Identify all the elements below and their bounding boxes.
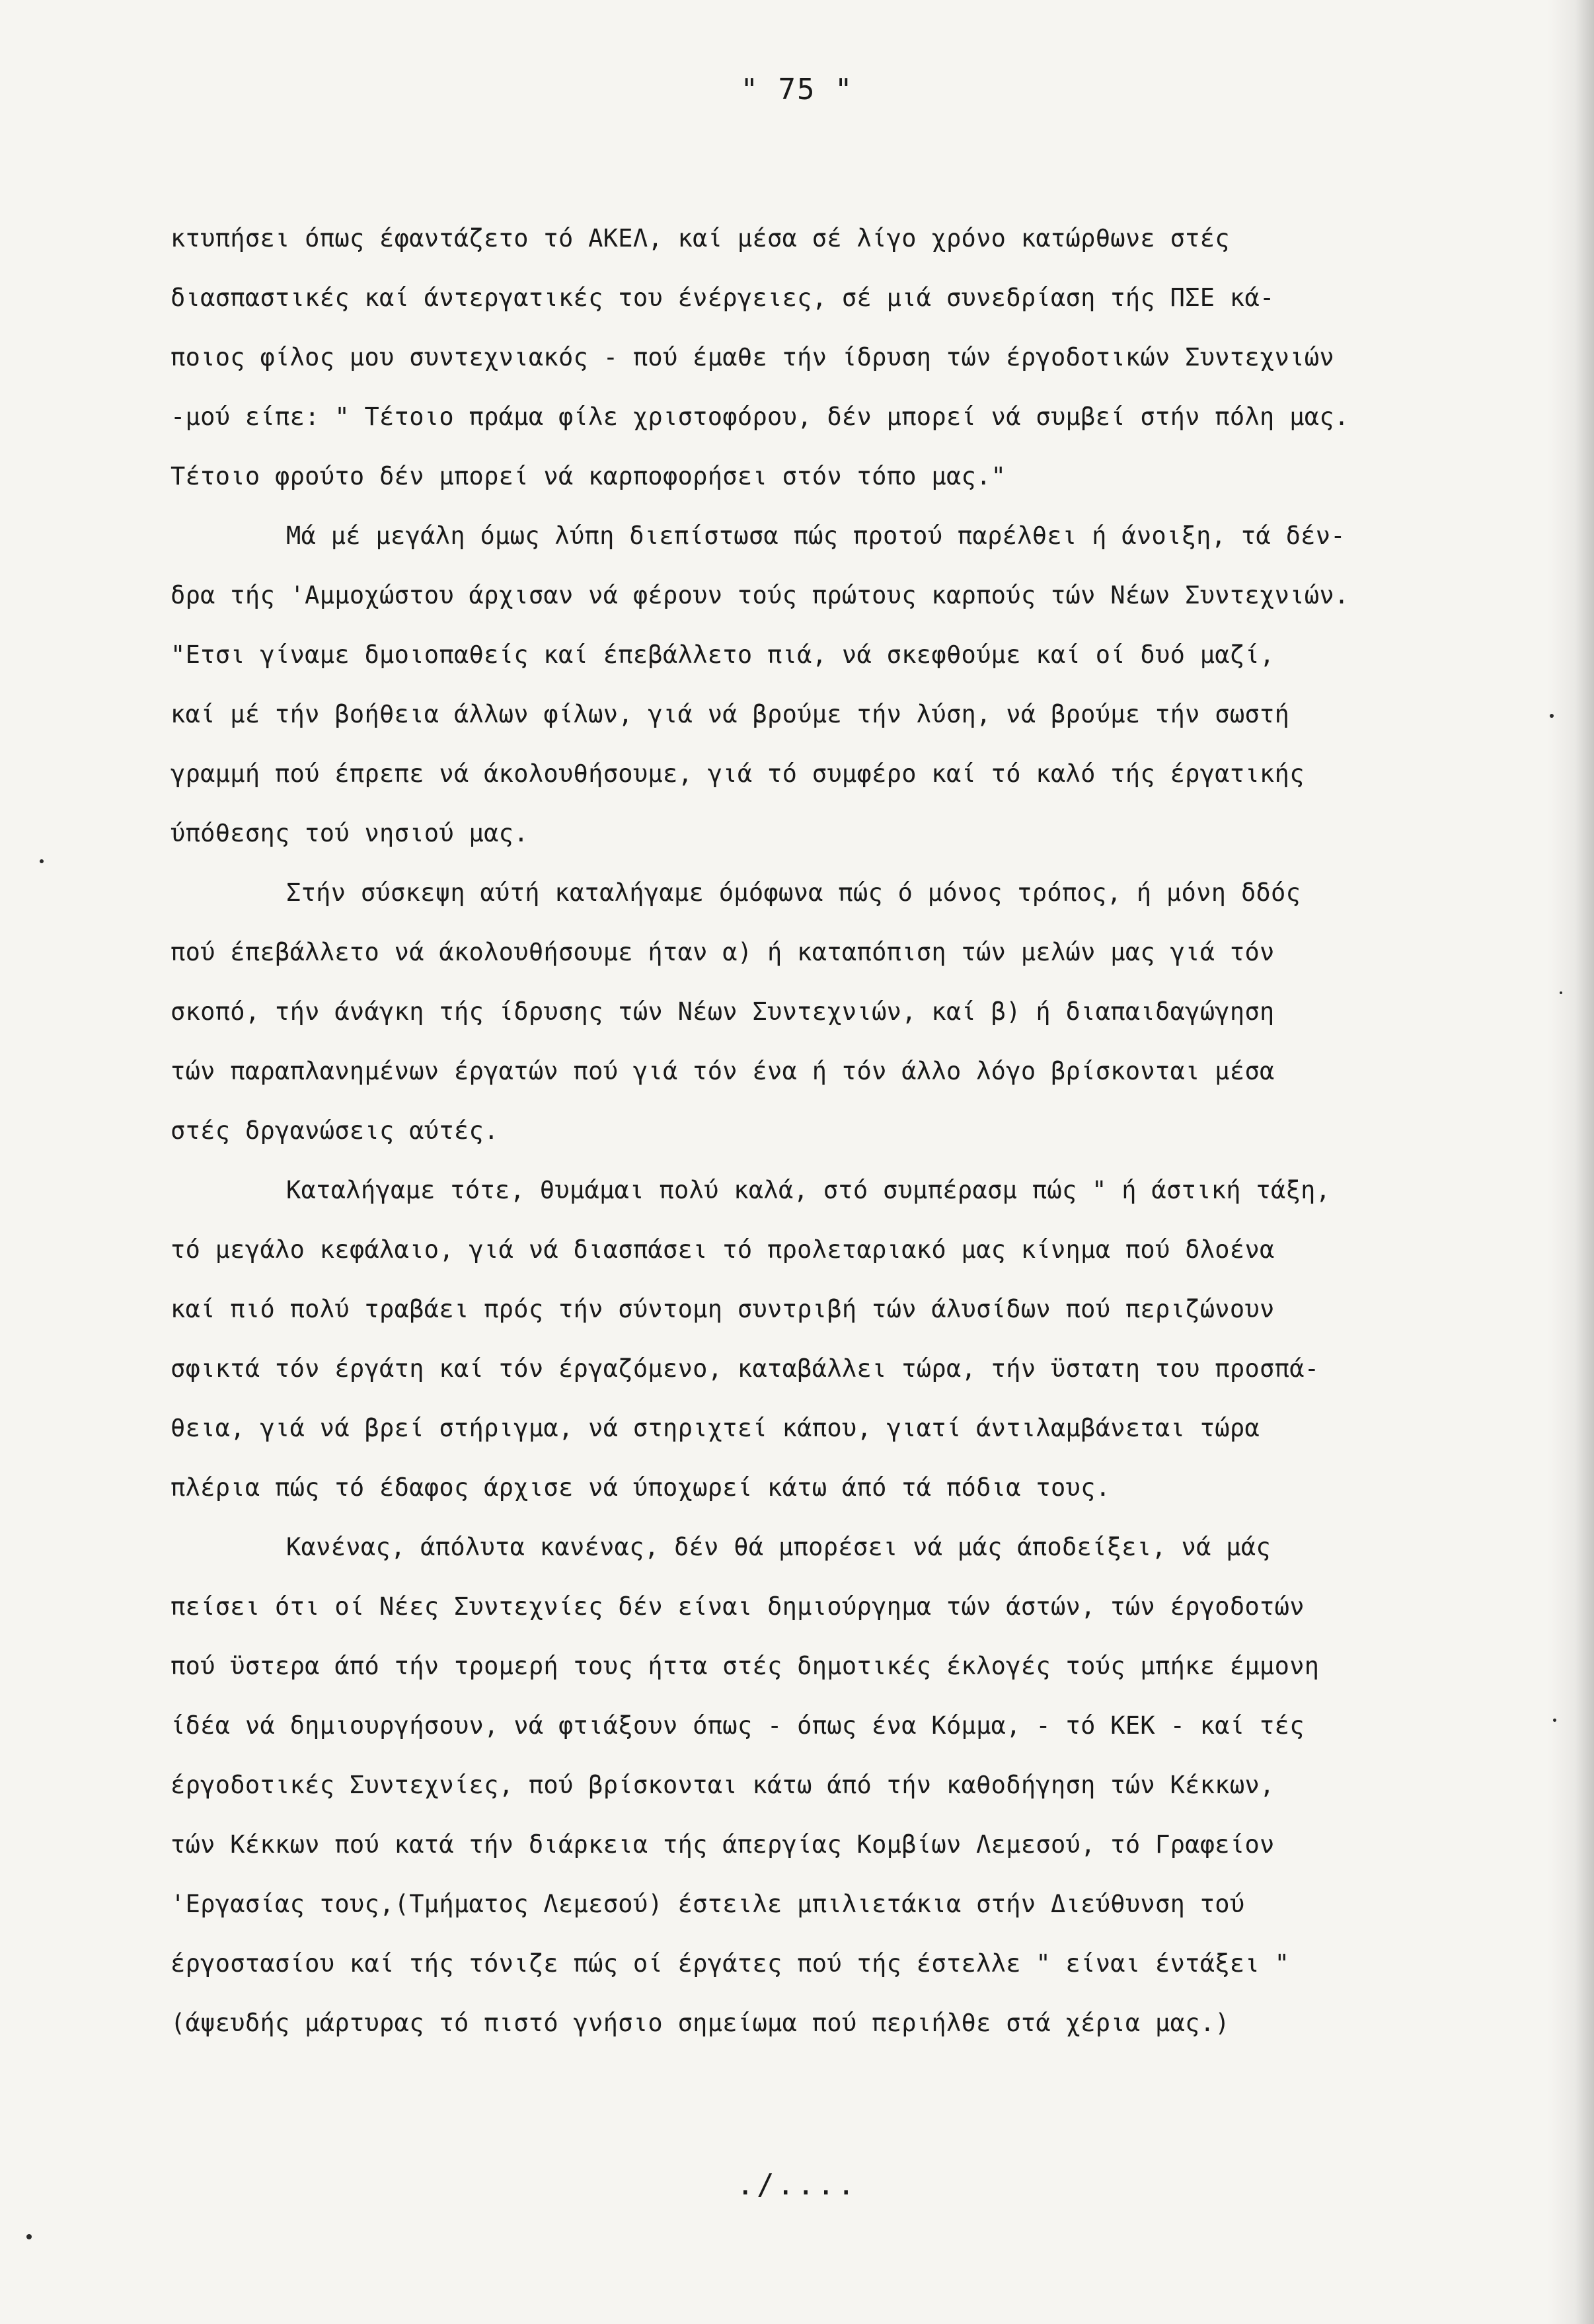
text-line: κτυπήσει όπως έφαντάζετο τό ΑΚΕΛ, καί μέσα σέ λίγο χρόνο κατώρθωνε στές xyxy=(171,224,1230,252)
text-line: τών Κέκκων πού κατά τήν διάρκεια τής άπεργίας Κομβίων Λεμεσού, τό Γραφείον xyxy=(171,1830,1275,1859)
scan-speck xyxy=(40,859,44,863)
text-line: πείσει ότι οί Νέες Συντεχνίες δέν είναι δημιούργημα τών άστών, τών έργοδοτών xyxy=(171,1592,1305,1621)
scan-speck xyxy=(1550,714,1554,718)
text-line: θεια, γιά νά βρεί στήριγμα, νά στηριχτεί κάπου, γιατί άντιλαμβάνεται τώρα xyxy=(171,1414,1260,1442)
scan-edge-shadow xyxy=(1548,0,1594,2324)
text-line: σφικτά τόν έργάτη καί τόν έργαζόμενο, καταβάλλει τώρα, τήν ϋστατη του προσπά- xyxy=(171,1354,1320,1383)
paragraph xyxy=(171,1518,1519,2053)
scan-speck xyxy=(1553,1719,1556,1722)
paragraph xyxy=(171,506,1519,863)
text-line: Τέτοιο φρούτο δέν μπορεί νά καρποφορήσει στόν τόπο μας." xyxy=(171,462,1006,490)
text-line: δρα τής 'Αμμοχώστου άρχισαν νά φέρουν τούς πρώτους καρπούς τών Νέων Συντεχνιών. xyxy=(171,581,1349,609)
text-line: ίδέα νά δημιουργήσουν, νά φτιάξουν όπως - όπως ένα Κόμμα, - τό ΚΕΚ - καί τές xyxy=(171,1711,1305,1740)
text-line: ύπόθεσης τού νησιού μας. xyxy=(171,819,529,847)
text-line: 'Εργασίας τους,(Τμήματος Λεμεσού) έστειλε μπιλιετάκια στήν Διεύθυνση τού xyxy=(171,1890,1245,1918)
text-line: στές δργανώσεις αύτές. xyxy=(171,1116,499,1145)
scan-speck xyxy=(26,2234,32,2239)
text-line: -μού είπε: " Τέτοιο πράμα φίλε χριστοφόρου, δέν μπορεί νά συμβεί στήν πόλη μας. xyxy=(171,403,1349,431)
text-line: διασπαστικές καί άντεργατικές του ένέργειες, σέ μιά συνεδρίαση τής ΠΣΕ κά- xyxy=(171,284,1275,312)
text-line: Κανένας, άπόλυτα κανένας, δέν θά μπορέσει νά μάς άποδείξει, νά μάς xyxy=(286,1533,1271,1561)
text-line: έργοστασίου καί τής τόνιζε πώς οί έργάτες πού τής έστελλε " είναι έντάξει " xyxy=(171,1949,1290,1978)
text-line: έργοδοτικές Συντεχνίες, πού βρίσκονται κάτω άπό τήν καθοδήγηση τών Κέκκων, xyxy=(171,1771,1275,1799)
text-line: γραμμή πού έπρεπε νά άκολουθήσουμε, γιά τό συμφέρο καί τό καλό τής έργατικής xyxy=(171,759,1305,788)
paragraph xyxy=(171,209,1519,506)
text-line: καί μέ τήν βοήθεια άλλων φίλων, γιά νά βρούμε τήν λύση, νά βρούμε τήν σωστή xyxy=(171,700,1290,728)
text-line: σκοπό, τήν άνάγκη τής ίδρυσης τών Νέων Συντεχνιών, καί β) ή διαπαιδαγώγηση xyxy=(171,997,1275,1026)
text-line: Καταλήγαμε τότε, θυμάμαι πολύ καλά, στό συμπέρασμ πώς " ή άστική τάξη, xyxy=(286,1176,1331,1204)
body-text xyxy=(171,209,1519,2053)
paragraph xyxy=(171,863,1519,1161)
text-line: καί πιό πολύ τραβάει πρός τήν σύντομη συντριβή τών άλυσίδων πού περιζώνουν xyxy=(171,1295,1275,1323)
text-line: πλέρια πώς τό έδαφος άρχισε νά ύποχωρεί κάτω άπό τά πόδια τους. xyxy=(171,1473,1111,1502)
text-line: Μά μέ μεγάλη όμως λύπη διεπίστωσα πώς προτού παρέλθει ή άνοιξη, τά δέν- xyxy=(286,522,1346,550)
text-line: τών παραπλανημένων έργατών πού γιά τόν ένα ή τόν άλλο λόγο βρίσκονται μέσα xyxy=(171,1057,1275,1085)
page-number: " 75 " xyxy=(740,73,854,106)
text-line: ποιος φίλος μου συντεχνιακός - πού έμαθε τήν ίδρυση τών έργοδοτικών Συντεχνιών xyxy=(171,343,1334,371)
text-line: πού έπεβάλλετο νά άκολουθήσουμε ήταν α) ή καταπόπιση τών μελών μας γιά τόν xyxy=(171,938,1275,966)
text-line: Στήν σύσκεψη αύτή καταλήγαμε όμόφωνα πώς ό μόνος τρόπος, ή μόνη δδός xyxy=(286,878,1301,907)
continuation-mark: ./.... xyxy=(736,2168,858,2202)
text-line: τό μεγάλο κεφάλαιο, γιά νά διασπάσει τό προλεταριακό μας κίνημα πού δλοένα xyxy=(171,1235,1275,1264)
text-line: (άψευδής μάρτυρας τό πιστό γνήσιο σημείωμα πού περιήλθε στά χέρια μας.) xyxy=(171,2009,1230,2037)
text-line: "Ετσι γίναμε δμοιοπαθείς καί έπεβάλλετο πιά, νά σκεφθούμε καί οί δυό μαζί, xyxy=(171,640,1275,669)
scan-speck xyxy=(1560,991,1562,994)
text-line: πού ϋστερα άπό τήν τρομερή τους ήττα στές δημοτικές έκλογές τούς μπήκε έμμονη xyxy=(171,1652,1320,1680)
paragraph xyxy=(171,1161,1519,1518)
